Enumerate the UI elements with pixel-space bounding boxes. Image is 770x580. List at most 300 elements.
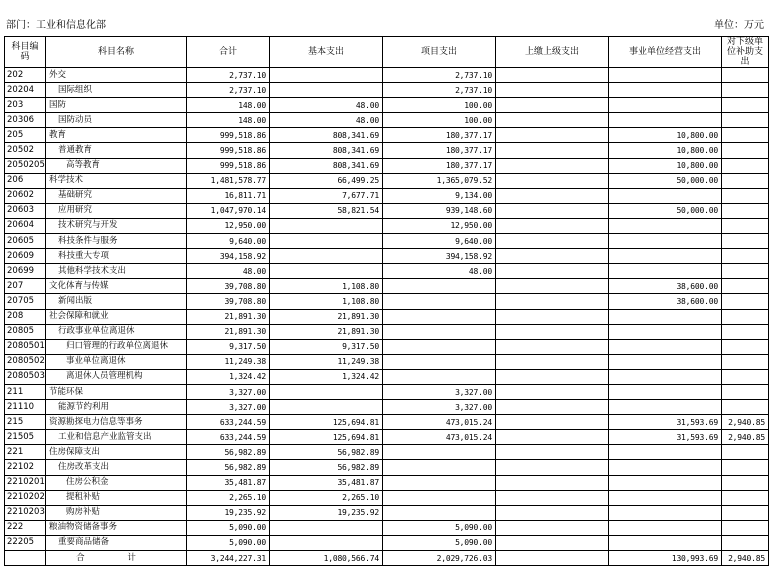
row-biz [609, 218, 722, 233]
table-header-row [5, 37, 769, 68]
row-biz [609, 490, 722, 505]
row-basic: 808,341.69 [270, 158, 383, 173]
row-name: 普通教育 [46, 143, 187, 158]
row-total: 16,811.71 [187, 188, 270, 203]
row-upper [496, 234, 609, 249]
row-project [383, 475, 496, 490]
table-row [5, 113, 769, 128]
row-code: 20609 [5, 249, 46, 264]
row-total: 3,327.00 [187, 384, 270, 399]
row-biz [609, 68, 722, 83]
row-project: 9,640.00 [383, 234, 496, 249]
row-basic [270, 218, 383, 233]
table-body [5, 68, 769, 551]
row-code: 211 [5, 384, 46, 399]
row-biz [609, 520, 722, 535]
row-sub [722, 384, 769, 399]
col-header-biz: 事业单位经营支出 [609, 37, 722, 68]
row-biz [609, 234, 722, 249]
row-name: 住房改革支出 [46, 460, 187, 475]
row-code: 20604 [5, 218, 46, 233]
row-name: 技术研究与开发 [46, 218, 187, 233]
row-upper [496, 113, 609, 128]
row-project: 5,090.00 [383, 535, 496, 550]
row-total: 3,327.00 [187, 400, 270, 415]
row-code: 203 [5, 98, 46, 113]
table-row [5, 520, 769, 535]
row-upper [496, 203, 609, 218]
table-row [5, 445, 769, 460]
table-row [5, 218, 769, 233]
row-basic: 9,317.50 [270, 339, 383, 354]
row-basic [270, 234, 383, 249]
row-biz: 50,000.00 [609, 173, 722, 188]
table-row [5, 294, 769, 309]
row-total: 39,708.80 [187, 279, 270, 294]
row-biz [609, 384, 722, 399]
row-project [383, 490, 496, 505]
row-sub [722, 279, 769, 294]
row-name: 住房公积金 [46, 475, 187, 490]
row-sub [722, 249, 769, 264]
row-basic [270, 400, 383, 415]
col-header-upper: 上缴上级支出 [496, 37, 609, 68]
table-row [5, 128, 769, 143]
total-label: 合 计 [46, 551, 187, 566]
row-code: 20602 [5, 188, 46, 203]
row-code: 221 [5, 445, 46, 460]
row-project [383, 369, 496, 384]
row-total: 148.00 [187, 98, 270, 113]
row-sub [722, 234, 769, 249]
total-code-cell [5, 551, 46, 566]
row-name: 重要商品储备 [46, 535, 187, 550]
row-code: 2080501 [5, 339, 46, 354]
total-total: 3,244,227.31 [187, 551, 270, 566]
table-row [5, 384, 769, 399]
expenditure-table [4, 36, 769, 566]
row-name: 国防 [46, 98, 187, 113]
row-basic [270, 249, 383, 264]
row-upper [496, 369, 609, 384]
row-upper [496, 68, 609, 83]
table-row [5, 83, 769, 98]
row-sub [722, 68, 769, 83]
row-sub [722, 535, 769, 550]
row-project: 3,327.00 [383, 400, 496, 415]
row-project [383, 505, 496, 520]
row-name: 住房保障支出 [46, 445, 187, 460]
row-project: 2,737.10 [383, 83, 496, 98]
row-upper [496, 309, 609, 324]
row-basic: 48.00 [270, 113, 383, 128]
row-name: 事业单位离退休 [46, 354, 187, 369]
row-code: 20306 [5, 113, 46, 128]
table-row [5, 264, 769, 279]
row-basic: 21,891.30 [270, 324, 383, 339]
row-code: 202 [5, 68, 46, 83]
row-biz: 10,800.00 [609, 158, 722, 173]
row-upper [496, 294, 609, 309]
row-name: 行政事业单位离退休 [46, 324, 187, 339]
row-total: 1,481,578.77 [187, 173, 270, 188]
row-sub [722, 324, 769, 339]
row-upper [496, 264, 609, 279]
table-row [5, 309, 769, 324]
row-name: 粮油物资储备事务 [46, 520, 187, 535]
row-biz: 38,600.00 [609, 279, 722, 294]
row-biz [609, 339, 722, 354]
department-label: 部门：工业和信息化部 [6, 20, 106, 31]
total-project: 2,029,726.03 [383, 551, 496, 566]
row-total: 148.00 [187, 113, 270, 128]
row-sub [722, 203, 769, 218]
row-upper [496, 415, 609, 430]
row-name: 归口管理的行政单位离退休 [46, 339, 187, 354]
table-row [5, 460, 769, 475]
row-sub [722, 445, 769, 460]
row-basic: 1,324.42 [270, 369, 383, 384]
row-total: 1,324.42 [187, 369, 270, 384]
row-total: 39,708.80 [187, 294, 270, 309]
table-row [5, 68, 769, 83]
table-row [5, 143, 769, 158]
row-name: 工业和信息产业监管支出 [46, 430, 187, 445]
row-total: 999,518.86 [187, 158, 270, 173]
row-code: 2080503 [5, 369, 46, 384]
row-project: 180,377.17 [383, 128, 496, 143]
row-biz [609, 324, 722, 339]
row-biz [609, 400, 722, 415]
row-total: 35,481.87 [187, 475, 270, 490]
col-header-sub: 对下级单位补助支出 [722, 37, 769, 68]
row-sub: 2,940.85 [722, 415, 769, 430]
row-project: 12,950.00 [383, 218, 496, 233]
row-name: 提租补贴 [46, 490, 187, 505]
row-basic [270, 384, 383, 399]
row-name: 外交 [46, 68, 187, 83]
row-total: 48.00 [187, 264, 270, 279]
row-project [383, 279, 496, 294]
table-row [5, 279, 769, 294]
row-upper [496, 83, 609, 98]
row-biz [609, 445, 722, 460]
row-sub [722, 264, 769, 279]
row-project: 180,377.17 [383, 143, 496, 158]
row-total: 56,982.89 [187, 445, 270, 460]
row-basic: 125,694.81 [270, 430, 383, 445]
table-row [5, 234, 769, 249]
row-total: 2,265.10 [187, 490, 270, 505]
row-name: 其他科学技术支出 [46, 264, 187, 279]
row-sub [722, 490, 769, 505]
row-project [383, 460, 496, 475]
table-row [5, 98, 769, 113]
col-header-name: 科目名称 [46, 37, 187, 68]
row-upper [496, 279, 609, 294]
row-code: 206 [5, 173, 46, 188]
row-upper [496, 384, 609, 399]
col-header-project: 项目支出 [383, 37, 496, 68]
row-project: 48.00 [383, 264, 496, 279]
row-code: 22205 [5, 535, 46, 550]
row-sub [722, 218, 769, 233]
row-project: 473,015.24 [383, 430, 496, 445]
row-biz [609, 460, 722, 475]
row-name: 资源勘探电力信息等事务 [46, 415, 187, 430]
row-name: 应用研究 [46, 203, 187, 218]
row-sub [722, 158, 769, 173]
row-project: 939,148.60 [383, 203, 496, 218]
row-total: 633,244.59 [187, 430, 270, 445]
row-project [383, 324, 496, 339]
row-sub [722, 188, 769, 203]
row-total: 999,518.86 [187, 128, 270, 143]
row-name: 离退休人员管理机构 [46, 369, 187, 384]
row-total: 19,235.92 [187, 505, 270, 520]
table-row [5, 400, 769, 415]
row-basic: 35,481.87 [270, 475, 383, 490]
row-sub [722, 520, 769, 535]
row-biz [609, 83, 722, 98]
row-biz [609, 264, 722, 279]
row-project: 100.00 [383, 98, 496, 113]
row-name: 节能环保 [46, 384, 187, 399]
row-biz [609, 98, 722, 113]
row-basic: 48.00 [270, 98, 383, 113]
row-project: 2,737.10 [383, 68, 496, 83]
row-basic: 808,341.69 [270, 128, 383, 143]
row-sub [722, 505, 769, 520]
row-upper [496, 460, 609, 475]
unit-label: 单位：万元 [714, 20, 764, 31]
row-biz: 10,800.00 [609, 128, 722, 143]
row-biz: 50,000.00 [609, 203, 722, 218]
row-upper [496, 143, 609, 158]
col-header-basic: 基本支出 [270, 37, 383, 68]
row-upper [496, 445, 609, 460]
row-upper [496, 324, 609, 339]
row-basic: 1,108.80 [270, 279, 383, 294]
table-row [5, 490, 769, 505]
row-total: 394,158.92 [187, 249, 270, 264]
row-project [383, 294, 496, 309]
row-name: 科学技术 [46, 173, 187, 188]
row-sub [722, 294, 769, 309]
row-basic [270, 520, 383, 535]
row-basic: 808,341.69 [270, 143, 383, 158]
row-name: 基础研究 [46, 188, 187, 203]
table-row [5, 173, 769, 188]
row-project: 473,015.24 [383, 415, 496, 430]
row-code: 2210201 [5, 475, 46, 490]
row-project [383, 309, 496, 324]
table-row [5, 415, 769, 430]
total-row [5, 551, 769, 566]
row-name: 国防动员 [46, 113, 187, 128]
row-code: 215 [5, 415, 46, 430]
row-total: 633,244.59 [187, 415, 270, 430]
row-total: 2,737.10 [187, 68, 270, 83]
total-upper [496, 551, 609, 566]
row-upper [496, 158, 609, 173]
row-project: 180,377.17 [383, 158, 496, 173]
row-sub [722, 143, 769, 158]
row-basic: 125,694.81 [270, 415, 383, 430]
row-code: 20699 [5, 264, 46, 279]
row-code: 2080502 [5, 354, 46, 369]
row-sub [722, 475, 769, 490]
table-row [5, 324, 769, 339]
row-total: 9,640.00 [187, 234, 270, 249]
row-basic [270, 83, 383, 98]
table-row [5, 354, 769, 369]
row-code: 20605 [5, 234, 46, 249]
row-code: 20805 [5, 324, 46, 339]
row-total: 9,317.50 [187, 339, 270, 354]
row-project [383, 445, 496, 460]
table-row [5, 369, 769, 384]
row-biz [609, 505, 722, 520]
row-total: 21,891.30 [187, 309, 270, 324]
row-name: 文化体育与传媒 [46, 279, 187, 294]
row-basic: 1,108.80 [270, 294, 383, 309]
table-row [5, 475, 769, 490]
row-code: 207 [5, 279, 46, 294]
row-basic: 56,982.89 [270, 445, 383, 460]
row-biz: 31,593.69 [609, 415, 722, 430]
row-biz [609, 309, 722, 324]
row-total: 56,982.89 [187, 460, 270, 475]
row-total: 5,090.00 [187, 535, 270, 550]
total-basic: 1,080,566.74 [270, 551, 383, 566]
row-total: 5,090.00 [187, 520, 270, 535]
row-sub [722, 369, 769, 384]
row-project: 1,365,079.52 [383, 173, 496, 188]
row-basic: 66,499.25 [270, 173, 383, 188]
row-biz [609, 535, 722, 550]
row-project: 100.00 [383, 113, 496, 128]
row-total: 21,891.30 [187, 324, 270, 339]
row-code: 2210202 [5, 490, 46, 505]
table-row [5, 430, 769, 445]
table-row [5, 203, 769, 218]
row-sub [722, 400, 769, 415]
row-basic: 19,235.92 [270, 505, 383, 520]
row-code: 21110 [5, 400, 46, 415]
row-code: 20502 [5, 143, 46, 158]
table-row [5, 188, 769, 203]
col-header-code: 科目编码 [5, 37, 46, 68]
row-total: 999,518.86 [187, 143, 270, 158]
row-total: 11,249.38 [187, 354, 270, 369]
row-sub [722, 83, 769, 98]
row-project: 3,327.00 [383, 384, 496, 399]
row-basic [270, 264, 383, 279]
row-basic: 11,249.38 [270, 354, 383, 369]
row-name: 国际组织 [46, 83, 187, 98]
row-project: 5,090.00 [383, 520, 496, 535]
table-row [5, 535, 769, 550]
row-upper [496, 490, 609, 505]
row-upper [496, 173, 609, 188]
row-sub: 2,940.85 [722, 430, 769, 445]
row-project [383, 354, 496, 369]
row-upper [496, 400, 609, 415]
row-biz [609, 369, 722, 384]
table-row [5, 158, 769, 173]
row-total: 1,047,970.14 [187, 203, 270, 218]
total-biz: 130,993.69 [609, 551, 722, 566]
row-project [383, 339, 496, 354]
row-name: 教育 [46, 128, 187, 143]
row-biz [609, 354, 722, 369]
row-upper [496, 339, 609, 354]
row-upper [496, 128, 609, 143]
col-header-total: 合计 [187, 37, 270, 68]
row-upper [496, 505, 609, 520]
row-basic: 56,982.89 [270, 460, 383, 475]
row-code: 22102 [5, 460, 46, 475]
row-upper [496, 430, 609, 445]
row-sub [722, 460, 769, 475]
row-code: 20204 [5, 83, 46, 98]
row-upper [496, 354, 609, 369]
row-sub [722, 128, 769, 143]
row-sub [722, 173, 769, 188]
row-name: 能源节约利用 [46, 400, 187, 415]
row-code: 21505 [5, 430, 46, 445]
row-project: 9,134.00 [383, 188, 496, 203]
row-upper [496, 475, 609, 490]
row-basic: 21,891.30 [270, 309, 383, 324]
row-code: 222 [5, 520, 46, 535]
row-name: 高等教育 [46, 158, 187, 173]
row-biz: 38,600.00 [609, 294, 722, 309]
table-row [5, 505, 769, 520]
row-name: 购房补贴 [46, 505, 187, 520]
row-basic: 58,821.54 [270, 203, 383, 218]
row-upper [496, 535, 609, 550]
row-sub [722, 339, 769, 354]
total-sub: 2,940.85 [722, 551, 769, 566]
row-total: 2,737.10 [187, 83, 270, 98]
row-code: 20603 [5, 203, 46, 218]
row-biz: 10,800.00 [609, 143, 722, 158]
row-biz [609, 249, 722, 264]
row-basic [270, 68, 383, 83]
row-upper [496, 218, 609, 233]
row-sub [722, 113, 769, 128]
row-total: 12,950.00 [187, 218, 270, 233]
row-code: 2210203 [5, 505, 46, 520]
row-code: 208 [5, 309, 46, 324]
row-basic: 7,677.71 [270, 188, 383, 203]
row-sub [722, 98, 769, 113]
row-biz [609, 475, 722, 490]
row-biz: 31,593.69 [609, 430, 722, 445]
row-upper [496, 249, 609, 264]
row-name: 科技条件与服务 [46, 234, 187, 249]
row-code: 205 [5, 128, 46, 143]
row-upper [496, 98, 609, 113]
row-name: 科技重大专项 [46, 249, 187, 264]
row-biz [609, 188, 722, 203]
table-row [5, 339, 769, 354]
row-upper [496, 188, 609, 203]
row-project: 394,158.92 [383, 249, 496, 264]
row-sub [722, 309, 769, 324]
